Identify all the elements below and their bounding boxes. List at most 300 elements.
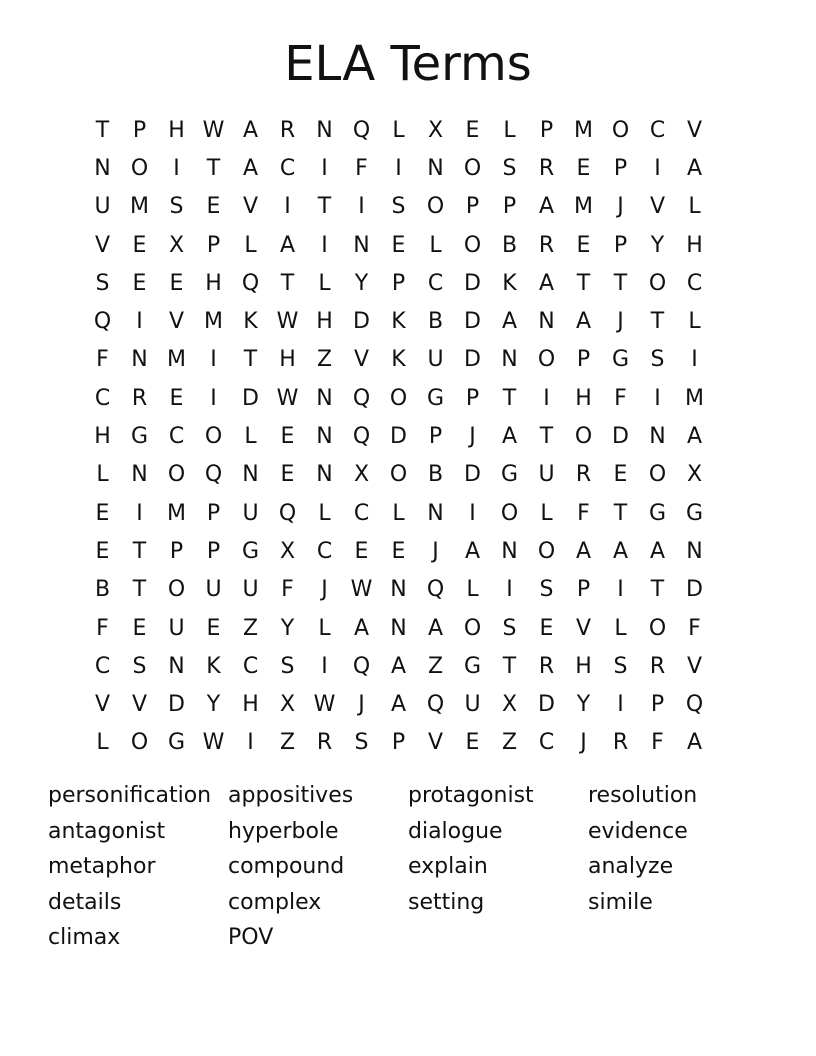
- grid-letter: C: [686, 270, 703, 296]
- grid-letter: D: [464, 309, 481, 335]
- grid-letter: E: [465, 117, 480, 143]
- grid-letter: A: [501, 424, 518, 450]
- grid-letter: J: [358, 692, 365, 718]
- grid-letter: A: [390, 692, 407, 718]
- word-list-item: evidence: [588, 818, 688, 844]
- grid-letter: E: [576, 232, 591, 258]
- grid-letter: U: [538, 462, 555, 488]
- grid-letter: T: [576, 270, 591, 296]
- grid-letter: Q: [426, 692, 445, 718]
- grid-letter: N: [686, 538, 703, 564]
- grid-letter: P: [502, 194, 517, 220]
- grid-letter: Z: [501, 730, 518, 756]
- grid-letter: A: [501, 309, 518, 335]
- grid-letter: C: [94, 385, 111, 411]
- grid-letter: R: [538, 232, 555, 258]
- grid-letter: V: [131, 692, 148, 718]
- grid-letter: Y: [354, 270, 369, 296]
- grid-letter: E: [132, 615, 147, 641]
- word-list-item: analyze: [588, 854, 674, 879]
- grid-letter: S: [650, 347, 665, 373]
- grid-letter: W: [276, 309, 299, 335]
- grid-letter: P: [613, 155, 628, 181]
- grid-letter: I: [284, 194, 291, 220]
- grid-letter: N: [316, 424, 333, 450]
- grid-letter: E: [206, 194, 221, 220]
- word-list-item: metaphor: [48, 854, 156, 879]
- grid-letter: I: [617, 577, 624, 603]
- grid-letter: G: [648, 500, 667, 526]
- grid-letter: J: [469, 424, 476, 450]
- grid-letter: H: [279, 347, 296, 373]
- grid-letter: L: [614, 615, 627, 641]
- grid-letter: N: [316, 385, 333, 411]
- grid-letter: N: [131, 347, 148, 373]
- word-list-item: antagonist: [48, 818, 166, 844]
- grid-letter: V: [353, 347, 370, 373]
- grid-letter: L: [392, 500, 405, 526]
- grid-letter: A: [390, 653, 407, 679]
- grid-letter: R: [649, 653, 666, 679]
- grid-letter: P: [428, 424, 443, 450]
- grid-letter: T: [206, 155, 221, 181]
- word-list-item: climax: [48, 925, 121, 950]
- grid-letter: S: [132, 653, 147, 679]
- grid-letter: P: [169, 538, 184, 564]
- grid-letter: S: [95, 270, 110, 296]
- grid-letter: G: [611, 347, 630, 373]
- grid-letter: I: [654, 385, 661, 411]
- grid-letter: G: [500, 462, 519, 488]
- grid-letter: N: [538, 309, 555, 335]
- grid-letter: N: [316, 462, 333, 488]
- word-list-item: complex: [228, 889, 322, 915]
- grid-letter: Y: [206, 692, 221, 718]
- grid-letter: O: [537, 347, 556, 373]
- grid-letter: N: [501, 347, 518, 373]
- grid-letter: U: [205, 577, 222, 603]
- page-title: ELA Terms: [284, 36, 532, 92]
- grid-letter: I: [321, 232, 328, 258]
- grid-letter: Z: [427, 653, 444, 679]
- grid-letter: N: [390, 615, 407, 641]
- grid-letter: V: [575, 615, 592, 641]
- grid-letter: S: [354, 730, 369, 756]
- grid-letter: W: [313, 692, 336, 718]
- word-list-item: resolution: [588, 783, 698, 808]
- grid-letter: I: [210, 385, 217, 411]
- grid-letter: A: [612, 538, 629, 564]
- grid-letter: Z: [316, 347, 333, 373]
- grid-letter: A: [242, 155, 259, 181]
- grid-letter: L: [429, 232, 442, 258]
- grid-letter: I: [247, 730, 254, 756]
- word-list-item: setting: [408, 889, 485, 915]
- grid-letter: N: [649, 424, 666, 450]
- grid-letter: P: [465, 194, 480, 220]
- grid-letter: X: [168, 232, 185, 258]
- grid-letter: N: [353, 232, 370, 258]
- grid-letter: O: [167, 462, 186, 488]
- grid-letter: A: [649, 538, 666, 564]
- grid-letter: N: [131, 462, 148, 488]
- grid-letter: S: [613, 653, 628, 679]
- grid-letter: E: [391, 232, 406, 258]
- grid-letter: E: [576, 155, 591, 181]
- grid-letter: P: [206, 538, 221, 564]
- grid-letter: U: [242, 577, 259, 603]
- grid-letter: E: [132, 232, 147, 258]
- grid-letter: E: [95, 538, 110, 564]
- grid-letter: I: [321, 155, 328, 181]
- grid-letter: G: [685, 500, 704, 526]
- grid-letter: P: [132, 117, 147, 143]
- grid-letter: J: [432, 538, 439, 564]
- grid-letter: I: [543, 385, 550, 411]
- grid-letter: Q: [352, 424, 371, 450]
- grid-letter: R: [316, 730, 333, 756]
- grid-letter: R: [279, 117, 296, 143]
- grid-letter: I: [691, 347, 698, 373]
- grid-letter: O: [648, 462, 667, 488]
- grid-letter: W: [202, 117, 225, 143]
- grid-letter: E: [391, 538, 406, 564]
- grid-letter: W: [350, 577, 373, 603]
- grid-letter: Z: [279, 730, 296, 756]
- word-list-item: appositives: [228, 783, 354, 808]
- grid-letter: I: [136, 500, 143, 526]
- grid-letter: O: [389, 385, 408, 411]
- grid-letter: Y: [280, 615, 295, 641]
- grid-letter: M: [574, 117, 593, 143]
- grid-letter: X: [686, 462, 703, 488]
- grid-letter: C: [649, 117, 666, 143]
- grid-letter: L: [96, 462, 109, 488]
- grid-letter: A: [242, 117, 259, 143]
- grid-letter: U: [464, 692, 481, 718]
- grid-letter: O: [463, 155, 482, 181]
- grid-letter: P: [539, 117, 554, 143]
- grid-letter: X: [279, 692, 296, 718]
- grid-letter: C: [353, 500, 370, 526]
- grid-letter: X: [279, 538, 296, 564]
- word-list-item: POV: [228, 925, 274, 950]
- grid-letter: G: [167, 730, 186, 756]
- grid-letter: H: [686, 232, 703, 258]
- grid-letter: F: [577, 500, 590, 526]
- grid-letter: U: [242, 500, 259, 526]
- grid-letter: L: [96, 730, 109, 756]
- grid-letter: F: [281, 577, 294, 603]
- word-list-item: explain: [408, 854, 488, 879]
- grid-letter: E: [132, 270, 147, 296]
- grid-letter: I: [654, 155, 661, 181]
- grid-letter: E: [280, 462, 295, 488]
- grid-letter: H: [242, 692, 259, 718]
- grid-letter: Q: [685, 692, 704, 718]
- grid-letter: N: [390, 577, 407, 603]
- grid-letter: E: [613, 462, 628, 488]
- grid-letter: H: [205, 270, 222, 296]
- grid-letter: M: [130, 194, 149, 220]
- grid-letter: I: [506, 577, 513, 603]
- grid-letter: P: [206, 232, 221, 258]
- grid-letter: X: [427, 117, 444, 143]
- grid-letter: B: [427, 309, 444, 335]
- grid-letter: I: [173, 155, 180, 181]
- grid-letter: L: [244, 424, 257, 450]
- grid-letter: I: [210, 347, 217, 373]
- word-list-item: protagonist: [408, 783, 534, 808]
- grid-letter: K: [502, 270, 517, 296]
- grid-letter: O: [648, 615, 667, 641]
- grid-letter: P: [391, 730, 406, 756]
- grid-letter: A: [353, 615, 370, 641]
- grid-letter: T: [650, 577, 665, 603]
- grid-letter: H: [168, 117, 185, 143]
- grid-letter: S: [502, 615, 517, 641]
- grid-letter: U: [168, 615, 185, 641]
- grid-letter: W: [202, 730, 225, 756]
- grid-letter: N: [168, 653, 185, 679]
- grid-letter: N: [501, 538, 518, 564]
- grid-letter: T: [539, 424, 554, 450]
- grid-letter: C: [316, 538, 333, 564]
- grid-letter: T: [317, 194, 332, 220]
- grid-letter: F: [688, 615, 701, 641]
- grid-letter: M: [167, 347, 186, 373]
- grid-letter: A: [538, 194, 555, 220]
- grid-letter: N: [316, 117, 333, 143]
- grid-letter: R: [575, 462, 592, 488]
- grid-letter: O: [537, 538, 556, 564]
- grid-letter: O: [130, 730, 149, 756]
- grid-letter: G: [130, 424, 149, 450]
- word-list-item: dialogue: [408, 818, 503, 844]
- grid-letter: Z: [242, 615, 259, 641]
- grid-letter: Q: [352, 385, 371, 411]
- grid-letter: Q: [352, 653, 371, 679]
- word-list: [48, 778, 768, 956]
- grid-letter: E: [95, 500, 110, 526]
- grid-letter: E: [354, 538, 369, 564]
- grid-letter: B: [427, 462, 444, 488]
- grid-letter: A: [686, 155, 703, 181]
- grid-letter: J: [617, 194, 624, 220]
- grid-letter: I: [395, 155, 402, 181]
- grid-letter: A: [427, 615, 444, 641]
- grid-letter: I: [358, 194, 365, 220]
- grid-letter: L: [318, 615, 331, 641]
- grid-letter: Q: [204, 462, 223, 488]
- grid-letter: F: [96, 615, 109, 641]
- grid-letter: E: [280, 424, 295, 450]
- grid-letter: P: [465, 385, 480, 411]
- grid-letter: L: [318, 270, 331, 296]
- grid-letter: A: [575, 538, 592, 564]
- grid-letter: O: [389, 462, 408, 488]
- grid-letter: D: [612, 424, 629, 450]
- grid-letter: L: [466, 577, 479, 603]
- grid-letter: P: [391, 270, 406, 296]
- grid-letter: A: [686, 424, 703, 450]
- word-list-item: hyperbole: [228, 818, 339, 844]
- grid-letter: O: [167, 577, 186, 603]
- grid-letter: L: [688, 194, 701, 220]
- grid-letter: F: [614, 385, 627, 411]
- grid-letter: A: [279, 232, 296, 258]
- grid-letter: O: [463, 232, 482, 258]
- grid-letter: O: [500, 500, 519, 526]
- grid-letter: X: [353, 462, 370, 488]
- grid-letter: W: [276, 385, 299, 411]
- grid-letter: E: [169, 385, 184, 411]
- grid-letter: T: [502, 385, 517, 411]
- grid-letter: G: [241, 538, 260, 564]
- grid-letter: M: [574, 194, 593, 220]
- grid-letter: O: [648, 270, 667, 296]
- grid-letter: Y: [576, 692, 591, 718]
- grid-letter: E: [206, 615, 221, 641]
- grid-letter: F: [355, 155, 368, 181]
- grid-letter: A: [464, 538, 481, 564]
- grid-letter: K: [243, 309, 258, 335]
- grid-letter: B: [94, 577, 111, 603]
- grid-letter: H: [316, 309, 333, 335]
- grid-letter: H: [575, 385, 592, 411]
- grid-letter: O: [204, 424, 223, 450]
- grid-letter: A: [538, 270, 555, 296]
- grid-letter: V: [94, 692, 111, 718]
- grid-letter: E: [465, 730, 480, 756]
- grid-letter: N: [242, 462, 259, 488]
- grid-letter: L: [688, 309, 701, 335]
- grid-letter: V: [168, 309, 185, 335]
- grid-letter: S: [539, 577, 554, 603]
- grid-letter: C: [538, 730, 555, 756]
- grid-letter: P: [650, 692, 665, 718]
- grid-letter: H: [575, 653, 592, 679]
- grid-letter: F: [96, 347, 109, 373]
- grid-letter: Q: [426, 577, 445, 603]
- grid-letter: E: [169, 270, 184, 296]
- grid-letter: T: [613, 500, 628, 526]
- grid-letter: P: [613, 232, 628, 258]
- grid-letter: L: [244, 232, 257, 258]
- grid-letter: U: [94, 194, 111, 220]
- grid-letter: Q: [241, 270, 260, 296]
- grid-letter: V: [94, 232, 111, 258]
- grid-letter: I: [617, 692, 624, 718]
- grid-letter: O: [426, 194, 445, 220]
- grid-letter: P: [206, 500, 221, 526]
- grid-letter: O: [574, 424, 593, 450]
- grid-letter: D: [353, 309, 370, 335]
- grid-letter: P: [576, 577, 591, 603]
- grid-letter: D: [242, 385, 259, 411]
- grid-letter: S: [502, 155, 517, 181]
- word-list-item: compound: [228, 854, 345, 879]
- grid-letter: M: [167, 500, 186, 526]
- grid-letter: V: [686, 653, 703, 679]
- grid-letter: J: [617, 309, 624, 335]
- grid-letter: D: [464, 270, 481, 296]
- grid-letter: I: [469, 500, 476, 526]
- word-list-item: details: [48, 889, 122, 915]
- grid-letter: S: [391, 194, 406, 220]
- grid-letter: C: [94, 653, 111, 679]
- grid-letter: X: [501, 692, 518, 718]
- grid-letter: H: [94, 424, 111, 450]
- grid-letter: P: [576, 347, 591, 373]
- grid-letter: A: [686, 730, 703, 756]
- grid-letter: E: [539, 615, 554, 641]
- grid-letter: T: [280, 270, 295, 296]
- grid-letter: L: [392, 117, 405, 143]
- grid-letter: G: [463, 653, 482, 679]
- grid-letter: R: [612, 730, 629, 756]
- grid-letter: N: [427, 155, 444, 181]
- grid-letter: L: [540, 500, 553, 526]
- grid-letter: C: [427, 270, 444, 296]
- grid-letter: C: [279, 155, 296, 181]
- grid-letter: R: [538, 155, 555, 181]
- grid-letter: I: [136, 309, 143, 335]
- grid-letter: F: [651, 730, 664, 756]
- grid-letter: Q: [352, 117, 371, 143]
- grid-letter: T: [502, 653, 517, 679]
- grid-letter: M: [685, 385, 704, 411]
- grid-letter: O: [463, 615, 482, 641]
- grid-letter: O: [611, 117, 630, 143]
- grid-letter: M: [204, 309, 223, 335]
- grid-letter: C: [242, 653, 259, 679]
- grid-letter: R: [131, 385, 148, 411]
- grid-letter: N: [94, 155, 111, 181]
- grid-letter: G: [426, 385, 445, 411]
- grid-letter: A: [575, 309, 592, 335]
- grid-letter: D: [538, 692, 555, 718]
- grid-letter: R: [538, 653, 555, 679]
- grid-letter: B: [501, 232, 518, 258]
- grid-letter: Q: [93, 309, 112, 335]
- grid-letter: D: [464, 347, 481, 373]
- grid-letter: V: [686, 117, 703, 143]
- grid-letter: T: [613, 270, 628, 296]
- grid-letter: U: [427, 347, 444, 373]
- grid-letter: D: [168, 692, 185, 718]
- word-list-item: personification: [48, 783, 212, 808]
- grid-letter: K: [206, 653, 221, 679]
- grid-letter: D: [686, 577, 703, 603]
- grid-letter: C: [168, 424, 185, 450]
- grid-letter: Y: [650, 232, 665, 258]
- grid-letter: N: [427, 500, 444, 526]
- word-search-grid: [84, 111, 750, 762]
- grid-letter: L: [318, 500, 331, 526]
- grid-letter: T: [132, 538, 147, 564]
- grid-letter: V: [649, 194, 666, 220]
- grid-letter: S: [280, 653, 295, 679]
- grid-letter: T: [95, 117, 110, 143]
- grid-letter: T: [243, 347, 258, 373]
- word-list-item: simile: [588, 889, 653, 915]
- grid-letter: V: [242, 194, 259, 220]
- grid-letter: I: [321, 653, 328, 679]
- grid-letter: K: [391, 309, 406, 335]
- grid-letter: O: [130, 155, 149, 181]
- grid-letter: L: [503, 117, 516, 143]
